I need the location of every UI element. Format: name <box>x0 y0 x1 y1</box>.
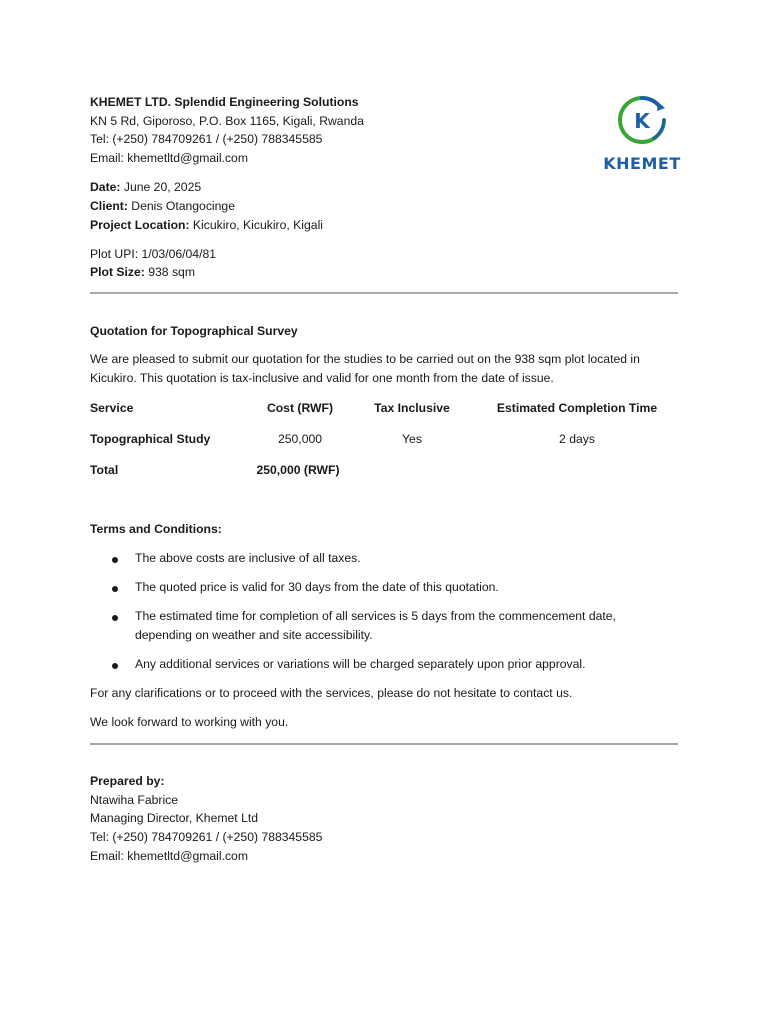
client-value: Denis Otangocinge <box>127 199 235 213</box>
terms-item: The quoted price is valid for 30 days from the date of this quotation. <box>135 580 499 594</box>
terms-item: The estimated time for completion of all services is 5 days from the commencement date, <box>135 609 616 623</box>
date-value: June 20, 2025 <box>120 180 202 194</box>
company-tel: Tel: (+250) 784709261 / (+250) 788345585 <box>90 132 323 146</box>
closing-line-1: For any clarifications or to proceed with the services, please do not hesitate to contact us. <box>90 686 573 700</box>
divider <box>90 292 678 294</box>
intro-line-2: Kicukiro. This quotation is tax-inclusive and valid for one month from the date of issue. <box>90 371 554 385</box>
total-value: 250,000 (RWF) <box>256 463 340 477</box>
total-label: Total <box>90 463 119 477</box>
company-name: KHEMET LTD. Splendid Engineering Solutions <box>90 95 359 109</box>
date-label: Date: <box>90 180 121 194</box>
quotation-title: Quotation for Topographical Survey <box>90 324 298 338</box>
bullet-icon <box>112 557 118 563</box>
company-email: Email: khemetltd@gmail.com <box>90 151 248 165</box>
logo-letter: K <box>634 109 650 133</box>
company-address: KN 5 Rd, Giporoso, P.O. Box 1165, Kigali, Rwanda <box>90 114 364 128</box>
location-value: Kicukiro, Kicukiro, Kigali <box>189 218 323 232</box>
location-line <box>90 218 323 232</box>
signer-title: Managing Director, Khemet Ltd <box>90 811 259 825</box>
bullet-icon <box>112 586 118 592</box>
table-header: Service <box>90 401 134 415</box>
location-label: Project Location: <box>90 218 190 232</box>
terms-item: The above costs are inclusive of all taxes. <box>135 551 361 565</box>
client-line <box>90 199 235 213</box>
plot-upi: Plot UPI: 1/03/06/04/81 <box>90 247 217 261</box>
table-cell-service: Topographical Study <box>90 432 211 446</box>
table-cell-cost: 250,000 <box>277 432 323 446</box>
bullet-icon <box>112 615 118 621</box>
table-cell-time: 2 days <box>559 432 595 446</box>
intro-line-1: We are pleased to submit our quotation for the studies to be carried out on the 938 sqm plot located in <box>90 352 640 366</box>
date-line <box>90 180 201 194</box>
terms-title: Terms and Conditions: <box>90 522 222 536</box>
logo-ring-icon <box>602 92 682 152</box>
prepared-by-label: Prepared by: <box>90 774 165 788</box>
logo-text: KHEMET <box>603 154 681 173</box>
plot-size-value: 938 sqm <box>144 265 195 279</box>
signer-tel: Tel: (+250) 784709261 / (+250) 788345585 <box>90 830 323 844</box>
bullet-icon <box>112 663 118 669</box>
terms-item: Any additional services or variations will be charged separately upon prior approval. <box>135 657 586 671</box>
table-cell-tax: Yes <box>402 432 422 446</box>
terms-item-continued: depending on weather and site accessibility. <box>135 628 373 642</box>
table-header: Tax Inclusive <box>374 401 450 415</box>
table-header: Cost (RWF) <box>266 401 334 415</box>
plot-size-label: Plot Size: <box>90 265 145 279</box>
client-label: Client: <box>90 199 128 213</box>
closing-line-2: We look forward to working with you. <box>90 715 289 729</box>
signer-name: Ntawiha Fabrice <box>90 793 179 807</box>
signer-email: Email: khemetltd@gmail.com <box>90 849 248 863</box>
table-header: Estimated Completion Time <box>496 401 658 415</box>
khemet-logo <box>602 92 682 178</box>
divider <box>90 743 678 745</box>
plot-size-line <box>90 265 195 279</box>
